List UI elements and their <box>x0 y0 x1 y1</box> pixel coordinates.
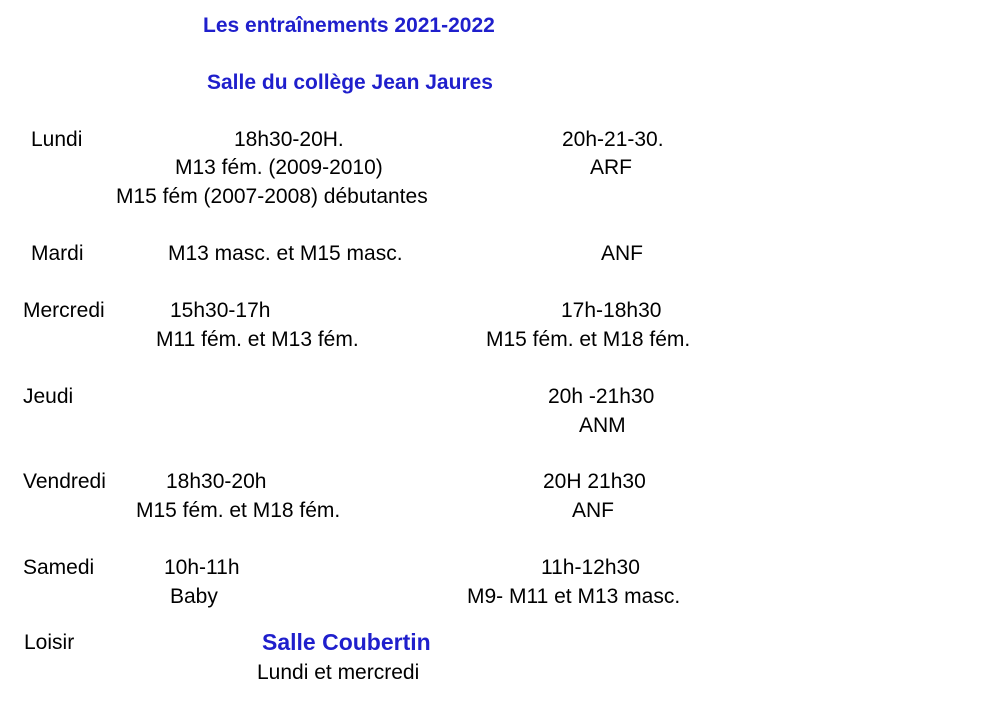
samedi-left-group: Baby <box>170 585 218 608</box>
mercredi-right-time: 17h-18h30 <box>561 299 662 322</box>
venue-title: Salle du collège Jean Jaures <box>207 71 493 94</box>
mercredi-right-group: M15 fém. et M18 fém. <box>486 328 691 351</box>
mercredi-left-time: 15h30-17h <box>170 299 271 322</box>
mercredi-left-group: M11 fém. et M13 fém. <box>156 328 359 351</box>
samedi-right-time: 11h-12h30 <box>541 556 640 579</box>
mardi-right-group: ANF <box>601 242 643 265</box>
lundi-left-time: 18h30-20H. <box>234 128 344 151</box>
jeudi-right-time: 20h -21h30 <box>548 385 655 408</box>
loisir-label: Loisir <box>24 631 75 654</box>
day-label-mardi: Mardi <box>31 242 84 265</box>
mardi-left-group: M13 masc. et M15 masc. <box>168 242 403 265</box>
lundi-right-time: 20h-21-30. <box>562 128 664 151</box>
vendredi-left-time: 18h30-20h <box>166 470 267 493</box>
vendredi-right-group: ANF <box>572 499 614 522</box>
day-label-mercredi: Mercredi <box>23 299 105 322</box>
vendredi-right-time: 20H 21h30 <box>543 470 646 493</box>
page-title: Les entraînements 2021-2022 <box>203 14 495 37</box>
day-label-samedi: Samedi <box>23 556 95 579</box>
lundi-right-group: ARF <box>590 156 632 179</box>
lundi-left-group-1: M13 fém. (2009-2010) <box>175 156 383 179</box>
loisir-venue: Salle Coubertin <box>262 629 431 655</box>
jeudi-right-group: ANM <box>579 414 626 437</box>
samedi-right-group: M9- M11 et M13 masc. <box>467 585 681 608</box>
loisir-days: Lundi et mercredi <box>257 661 420 684</box>
day-label-jeudi: Jeudi <box>23 385 74 408</box>
day-label-lundi: Lundi <box>31 128 83 151</box>
lundi-left-group-2: M15 fém (2007-2008) débutantes <box>116 185 428 208</box>
vendredi-left-group: M15 fém. et M18 fém. <box>136 499 341 522</box>
samedi-left-time: 10h-11h <box>164 556 240 579</box>
day-label-vendredi: Vendredi <box>23 470 106 493</box>
